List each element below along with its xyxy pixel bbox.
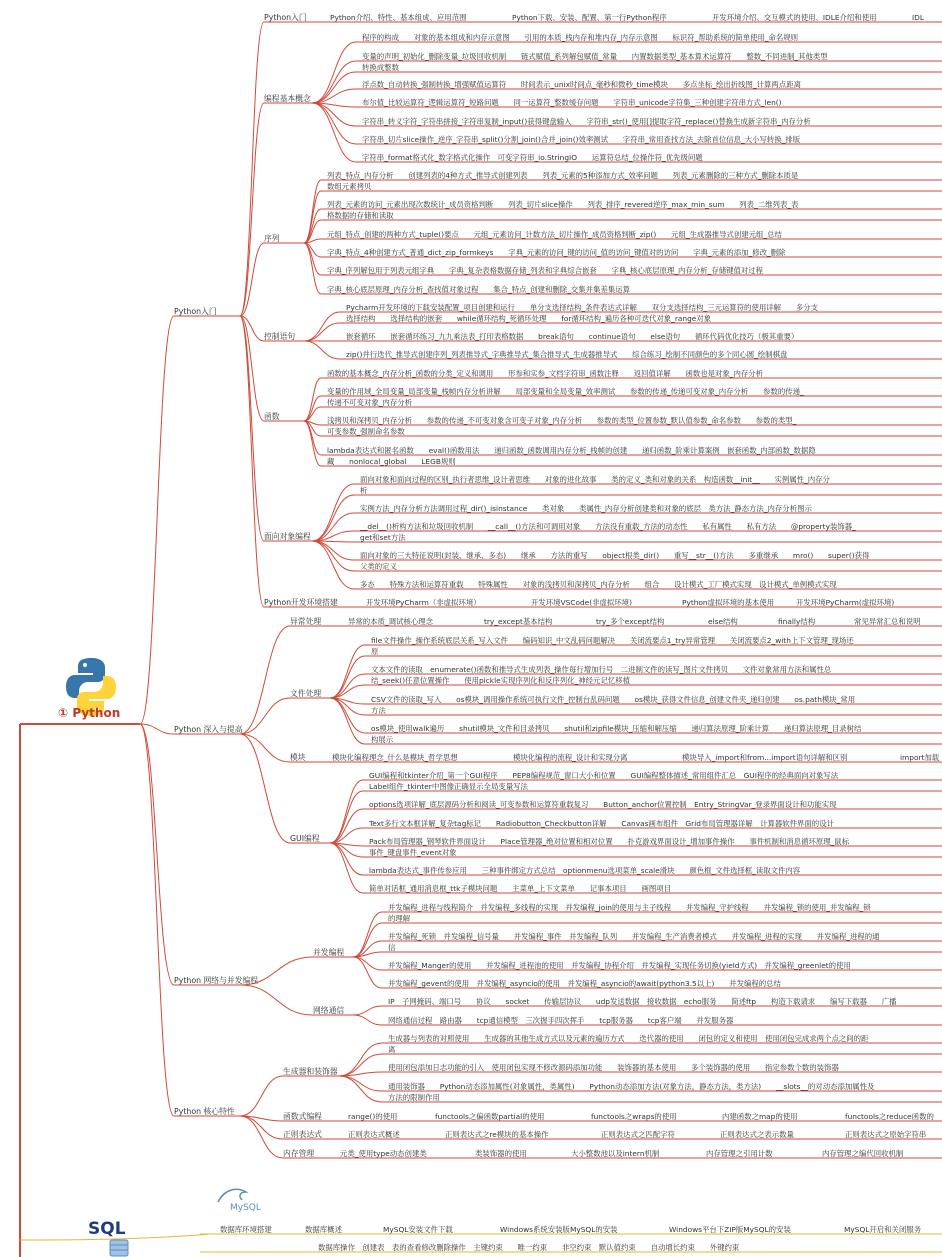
sub-label: 并发编程	[313, 948, 345, 957]
leaf-node: 变量的声明_初始化_删除变量_垃圾回收机制 链式赋值_系列解包赋值_常量 内置数据类型_基本算术运算符 整数_不同进制_其他类型	[362, 52, 828, 61]
sub-label: 内存管理	[283, 1149, 315, 1158]
leaf-edge	[330, 809, 363, 843]
leaf-node: __del__()析构方法和垃圾回收机制 __call__()方法和可调用对象 方法没有重载_方法的动态性 私有属性 私有方法 @property装饰器_	[360, 522, 856, 531]
leaf-node: 正则表达式之表示数量	[720, 1130, 794, 1139]
leaf-node: 模块化编程理念_什么是模块_哲学思想	[332, 753, 458, 762]
leaf-edge	[312, 541, 354, 589]
leaf-edge	[353, 912, 382, 957]
sub-edge	[240, 698, 290, 734]
sub-label: 面向对象编程	[264, 532, 311, 541]
mysql-logo-text: MySQL	[230, 1203, 261, 1213]
leaf-node: 网络通信过程 路由器 tcp通信模型 三次握手四次挥手 tcp服务器 tcp客户端 并发服务器	[388, 1016, 734, 1025]
group-label: Python 网络与并发编程	[174, 976, 259, 985]
leaf-edge	[312, 103, 356, 144]
mindmap-nodes	[174, 12, 940, 1158]
leaf-node: range()的使用	[348, 1112, 398, 1121]
leaf-node: 构展示	[371, 735, 394, 744]
leaf-edge	[353, 1006, 382, 1015]
sub-edge	[240, 734, 290, 843]
leaf-edge	[312, 541, 354, 560]
leaf-node: 离	[388, 1045, 396, 1054]
leaf-edge	[304, 191, 321, 243]
leaf-node: 文本文件的读取 enumerate()函数和推导式生成列表_操作每行增加行号 二进制文件的读写_图片文件拷贝 文件对象常用方法和属性总	[371, 665, 832, 674]
leaf-node: file文件操作_操作系统底层关系_写入文件 编码知识_中文乱码问题解决 关闭流要点1_try异常管理 关闭流要点2_with上下文管理_现场还	[371, 636, 854, 645]
leaf-node: 方法	[371, 706, 386, 715]
leaf-node: IDL	[912, 13, 924, 22]
leaf-node: 开发环境PyCharm（非虚拟环境）	[366, 598, 481, 607]
sub-edge	[240, 103, 264, 316]
leaf-node: functools之偏函数partial的使用	[435, 1112, 545, 1121]
leaf-edge	[339, 1054, 382, 1076]
leaf-node: 原	[371, 647, 379, 656]
leaf-node: 并发编程_Manger的使用 并发编程_进程池的使用 并发编程_协程介绍 并发编程_实现任务切换(yield方式) 并发编程_greenlet的使用	[388, 961, 851, 970]
leaf-node: 事件_键盘事件_event对象	[369, 848, 457, 857]
sub-edge	[240, 985, 313, 1015]
leaf-node: 类装饰器的使用	[475, 1149, 527, 1158]
leaf-node: import加载	[900, 753, 940, 762]
leaf-node: 信	[388, 943, 396, 952]
leaf-edge	[312, 495, 354, 541]
sub-label: 控制语句	[264, 332, 296, 341]
sub-edge	[240, 626, 290, 734]
leaf-node: 正则表达式之原始字符串	[845, 1130, 927, 1139]
sql-node: 数据库环境搭建	[220, 1225, 272, 1234]
sub-label: 文件处理	[290, 689, 322, 698]
leaf-node: 异常的本质_调试核心理念	[348, 617, 433, 626]
leaf-node: Python下载、安装、配置、第一行Python程序	[512, 13, 667, 22]
sql-node: Windows系统安装版MySQL的安装	[500, 1225, 618, 1234]
sub-label: 序列	[264, 234, 280, 243]
leaf-node: 开发环境VSCode(非虚拟环境)	[531, 598, 632, 607]
sub-label: 编程基本概念	[264, 94, 311, 103]
leaf-node: 正则表达式之匹配字符	[601, 1130, 675, 1139]
leaf-node: GUI编程和tkinter介绍_第一个GUI程序 PEP8编程规范_窗口大小和位置 GUI编程整体描述_常用组件汇总 GUI程序的经典面向对象写法	[369, 771, 839, 780]
leaf-node: 使用闭包添加日志功能的引入 使用闭包实现不修改源码添加功能 装饰器的基本使用 多个装饰器的使用 指定参数个数的装饰器	[388, 1063, 839, 1072]
sub-edge	[240, 22, 264, 316]
leaf-node: zip()并行迭代_推导式创建序列_列表推导式_字典推导式_集合推导式_生成器推导式 综合练习_绘制不同颜色的多个同心圆_绘制棋盘	[346, 350, 788, 359]
leaf-node: 字符串_转义字符_字符串拼接_字符串复制_input()获得键盘输入 字符串_str()_使用[]提取字符_replace()替换生成新字符串_内存分析	[362, 117, 811, 126]
sub-edge	[240, 1116, 283, 1158]
leaf-edge	[353, 1015, 382, 1025]
root-python-label: ① Python	[58, 706, 121, 720]
leaf-node: 常见异常汇总和说明	[854, 617, 921, 626]
leaf-edge	[330, 780, 363, 843]
leaf-node: lambda表达式和匿名函数 eval()函数用法 递归函数_函数调用内存分析_栈帧的创建 递归函数_阶乘计算案例 嵌套函数_内部函数_数据隐	[327, 446, 816, 455]
database-icon	[110, 1240, 128, 1256]
group-label: Python 深入与提高	[174, 725, 243, 734]
leaf-node: 传递不可变对象_内存分析	[327, 398, 412, 407]
leaf-edge	[312, 541, 354, 571]
leaf-edge	[304, 421, 321, 455]
sub-edge	[240, 1076, 283, 1116]
leaf-edge	[339, 1076, 382, 1102]
group-edge	[140, 724, 174, 1116]
sub-label: 函数	[264, 412, 280, 421]
sub-edge	[240, 316, 264, 421]
leaf-node: 正则表达式之re模块的基本操作	[445, 1130, 549, 1139]
leaf-node: IP 子网掩码、端口号 协议 socket 传输层协议 udp发送数据 接收数据 echo服务 简述ftp 构造下载请求 编写下载器 广播	[388, 997, 897, 1006]
leaf-node: 析	[360, 486, 368, 495]
leaf-node: 变量的作用域_全局变量_局部变量_栈帧内存分析讲解 局部变量和全局变量_效率测试 参数的传递_传递可变对象_内存分析 参数的传递_	[327, 387, 804, 396]
leaf-node: Python介绍、特性、基本组成、应用范围	[330, 13, 467, 22]
leaf-node: 布尔值_比较运算符_逻辑运算符_短路问题 同一运算符_整数缓存问题 字符串_unicode字符集_三种创建字符串方式_len()	[362, 98, 782, 107]
sql-node: Windows平台下ZIP版MySQL的安装	[669, 1225, 791, 1234]
leaf-node: 内存管理之编代回收机制	[822, 1149, 904, 1158]
leaf-node: Pycharm开发环境的下载安装配置_项目创建和运行 单分支选择结构_条件表达式详解 双分支选择结构_三元运算符的使用详解 多分支	[346, 303, 818, 312]
leaf-node: 生成器与列表的对照使用 生成器的其他生成方式以及元素的遍历方式 迭代器的使用 闭包的定义和使用 使用闭包完成求两个点之间的距	[388, 1034, 869, 1043]
sql-label: SQL	[88, 1219, 126, 1239]
leaf-node: try_多个except结构	[596, 617, 665, 626]
leaf-node: 父类的定义	[360, 562, 397, 571]
leaf-node: functools之reduce函数的	[845, 1112, 934, 1121]
leaf-edge	[339, 1043, 382, 1076]
leaf-node: try_except基本结构	[484, 617, 553, 626]
sub-edge	[240, 1116, 283, 1139]
sub-label: GUI编程	[290, 834, 320, 843]
leaf-node: 字典_核心底层原理_内存分析_查找值对象过程 集合_特点_创建和删除_交集并集差集运算	[327, 285, 631, 294]
mysql-logo-icon	[218, 1189, 261, 1213]
leaf-node: 正则表达式概述	[348, 1130, 400, 1139]
leaf-node: finally结构	[778, 617, 816, 626]
leaf-node: 浮点数_自动转换_强制转换_增强赋值运算符 时间表示_unix时间点_毫秒和微秒_time模块 多点坐标_绘出折线图_计算两点距离	[362, 80, 801, 89]
sql-node: 数据库概述	[305, 1225, 342, 1234]
leaf-node: 通用装饰器 Python动态添加属性(对象属性，类属性) Python动态添加方法(对象方法，静态方法，类方法) __slots__的对动态添加属性及	[388, 1082, 875, 1091]
leaf-edge	[353, 957, 382, 970]
leaf-node: 开发环境PyCharm(虚拟环境)	[796, 598, 895, 607]
leaf-node: Label组件_tkinter中图像正确显示全局变量写法	[369, 782, 528, 791]
leaf-node: 选择结构 选择结构的嵌套 while循环结构_死循环处理 for循环结构_遍历各种可迭代对象_range对象	[346, 314, 712, 323]
leaf-node: 元类_使用type动态创建类	[340, 1149, 427, 1158]
leaf-node: 字典_序列解包用于列表元组字典 字典_复杂表格数据存储_列表和字典综合嵌套 字典_核心底层原理_内存分析_存储键值对过程	[327, 266, 764, 275]
leaf-node: options选项详解_底层源码分析和阅读_可变参数和运算符重载复习 Button_anchor位置控制 Entry_StringVar_登录界面设计和功能实现	[369, 800, 837, 809]
leaf-edge	[312, 61, 356, 103]
sub-label: 函数式编程	[283, 1112, 322, 1121]
leaf-node: 多态 特殊方法和运算符重载 特殊属性 对象的浅拷贝和深拷贝_内存分析 组合 设计模式_工厂模式实现 设计模式_单例模式实现	[360, 580, 837, 589]
leaf-node: 面向对象和面向过程的区别_执行者思维_设计者思维 对象的进化故事 类的定义_类和对象的关系 构造函数__init__ 实例属性_内存分	[360, 475, 830, 484]
leaf-node: Python虚拟环境的基本使用	[682, 598, 775, 607]
leaf-node: CSV文件的读取_写入 os模块_调用操作系统可执行文件_控制台乱码问题 os模块_获得文件信息_创建文件夹_递归创建 os.path模块_常用	[371, 695, 856, 704]
leaf-node: 并发编程_死锁 并发编程_信号量 并发编程_事件 并发编程_队列 并发编程_生产消费者模式 并发编程_进程的实现 并发编程_进程的通	[388, 932, 880, 941]
leaf-node: 开发环境介绍、交互模式的使用、IDLE介绍和使用	[712, 13, 877, 22]
leaf-node: 模块化编程的流程_设计和实现分离	[513, 753, 628, 762]
leaf-node: 程序的构成 对象的基本组成和内存示意图 引用的本质_栈内存和堆内存_内存示意图 标识符_帮助系统的简单使用_命名规则	[362, 33, 799, 42]
group-label: Python入门	[174, 307, 217, 316]
leaf-node: 可变参数_强制命名参数	[327, 427, 405, 436]
leaf-edge	[353, 957, 382, 988]
leaf-node: get和set方法	[360, 533, 406, 542]
leaf-edge	[312, 103, 356, 162]
leaf-node: 藏 nonlocal_global LEGB规则	[327, 457, 456, 466]
leaf-node: 结_seek()任意位置操作 使用pickle实现序列化和反序列化_神经元记忆移植	[371, 676, 631, 685]
leaf-node: 元组_特点_创建的两种方式_tuple()要点 元组_元素访问_计数方法_切片操作_成员资格判断_zip() 元组_生成器推导式创建元组_总结	[327, 230, 782, 239]
leaf-node: 简单对话框_通用消息框_ttk子模块问题 主菜单_上下文菜单 记事本项目 画图项目	[369, 884, 672, 893]
leaf-edge	[304, 312, 340, 341]
leaf-edge	[339, 1072, 382, 1076]
sub-edge	[240, 316, 264, 607]
leaf-node: functools之wraps的使用	[591, 1112, 677, 1121]
group-edge	[140, 724, 174, 985]
sql-node: 数据库操作 创建表 表的查看修改删除操作 主键约束 唯一约束 非空约束 默认值约束 自动增长约束 外键约束	[318, 1243, 740, 1252]
leaf-edge	[312, 42, 356, 103]
leaf-node: 面向对象的三大特征说明(封装、继承、多态) 继承 方法的重写 object根类_dir() 重写__str__()方法 多重继承 mro() super()获得	[360, 551, 870, 560]
leaf-node: 数组元素拷贝	[327, 182, 372, 191]
leaf-node: 字符串_切片slice操作_逆序_字符串_split()分割_join()合并_join()效率测试 字符串_常用查找方法_去除首位信息_大小写转换_排版	[362, 135, 801, 144]
sub-label: 模块	[290, 753, 306, 762]
leaf-edge	[330, 698, 365, 744]
group-label: Python 核心特性	[174, 1107, 235, 1116]
leaf-edge	[330, 645, 365, 698]
leaf-node: Pack布局管理器_钢琴软件界面设计 Place管理器_绝对位置和相对位置 扑克游戏界面设计_增加事件操作 事件机制和消息循环原理_鼠标	[369, 837, 850, 846]
leaf-node: 实例方法_内存分析方法调用过程_dir()_isinstance 类对象 类属性_内存分析创建类和对象的底层 类方法_静态方法_内存分析图示	[360, 504, 812, 513]
leaf-node: 格数据的存储和读取	[327, 211, 394, 220]
sub-label: 生成器和装饰器	[283, 1067, 338, 1076]
leaf-node: os模块_使用walk遍历 shutil模块_文件和目录拷贝 shutil和zipfile模块_压缩和解压缩 递归算法原理_阶乘计算 递归算法原理_目录树结	[371, 724, 862, 733]
leaf-node: 函数的基本概念_内存分析_函数的分类_定义和调用 形参和实参_文档字符串_函数注释 返回值详解 函数也是对象_内存分析	[327, 369, 764, 378]
leaf-node: 转换成整数	[362, 63, 399, 72]
sql-node: MySQL开启和关闭服务	[844, 1225, 922, 1234]
group-edge	[140, 316, 174, 724]
leaf-edge	[330, 843, 363, 875]
leaf-node: 大小整数池以及intern机制	[571, 1149, 660, 1158]
leaf-node: 字典_特点_4种创建方式_普通_dict_zip_formkeys 字典_元素的访问_键的访问_值的访问_键值对的访问 字典_元素的添加_修改_删除	[327, 248, 786, 257]
sql-branch	[20, 1225, 942, 1252]
leaf-node: 列表_特点_内存分析 创建列表的4种方式_推导式创建列表 列表_元素的5种添加方式_效率问题 列表_元素删除的三种方式_删除本质是	[327, 171, 799, 180]
leaf-node: 浅拷贝和深拷贝_内存分析 参数的传递_不可变对象含可变子对象_内存分析 参数的类型_位置参数_默认值参数_命名参数 参数的类型_	[327, 416, 797, 425]
leaf-node: 嵌套循环 嵌套循环练习_九九乘法表_打印表格数据 break语句 continue语句 else语句 循环代码优化技巧（极其重要）	[346, 332, 799, 341]
sub-label: 正则表达式	[283, 1130, 322, 1139]
leaf-node: 字符串_format格式化_数字格式化操作 可变字符串_io.StringIO 运算符总结_位操作符_优先级问题	[362, 153, 703, 162]
leaf-node: 的理解	[388, 914, 411, 923]
leaf-edge	[312, 484, 354, 541]
leaf-node: else结构	[708, 617, 738, 626]
sub-label: Python入门	[264, 13, 307, 22]
sub-label: 网络通信	[313, 1006, 345, 1015]
leaf-node: 方法的限制作用	[388, 1093, 440, 1102]
leaf-node: 内存管理之引用计数	[706, 1149, 773, 1158]
sub-edge	[240, 316, 264, 541]
leaf-node: 模块导入_import和from...import语句详解和区别	[682, 753, 848, 762]
leaf-node: lambda表达式_事件传参应用 三种事件绑定方式总结 optionmenu选项菜单_scale滑块 颜色框_文件选择框_读取文件内容	[369, 866, 801, 875]
leaf-edge	[304, 180, 321, 243]
leaf-node: Text多行文本框详解_复杂tag标记 Radiobutton_Checkbutton详解 Canvas画布组件 Grid布局管理器详解 计算器软件界面的设计	[369, 819, 834, 828]
sub-label: Python开发环境搭建	[264, 598, 338, 607]
leaf-edge	[304, 341, 340, 359]
leaf-node: 并发编程_进程与线程简介 并发编程_多线程的实现 并发编程_join的使用与主子线程 并发编程_守护线程 并发编程_锁的使用_并发编程_锁	[388, 903, 871, 912]
sql-node: MySQL安装文件下载	[383, 1225, 453, 1234]
leaf-node: 列表_元素的访问_元素出现次数统计_成员资格判断 列表_切片slice操作 列表_排序_revered逆序_max_min_sum 列表_二维列表_表	[327, 200, 799, 209]
sub-label: 异常处理	[290, 617, 322, 626]
leaf-node: 并发编程_gevent的使用 并发编程_asyncio的使用 并发编程_asyncio的await(python3.5以上) 并发编程的总结	[388, 979, 781, 988]
leaf-node: 内建函数之map的使用	[722, 1112, 798, 1121]
leaf-edge	[312, 72, 356, 103]
